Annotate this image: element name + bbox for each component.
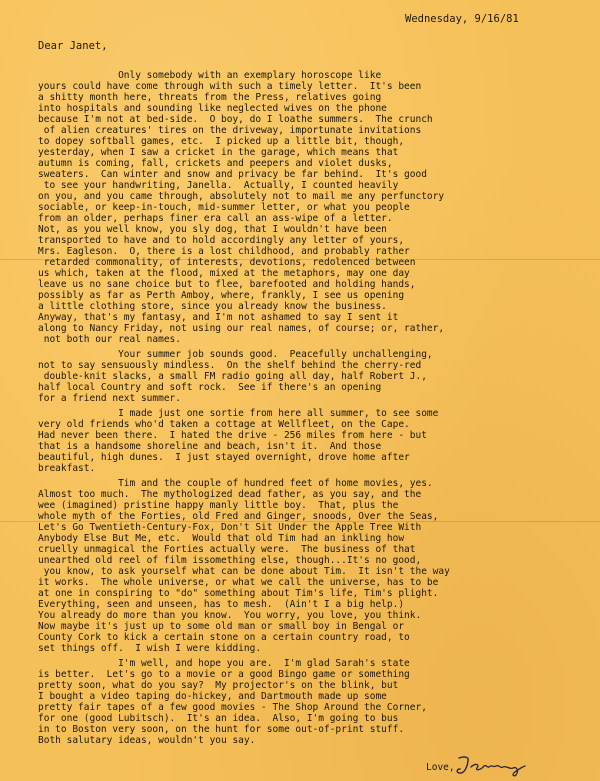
- letter-line: whole myth of the Forties, old Fred and Ginger, snoods, Over the Seas,: [38, 511, 439, 522]
- letter-line: Now maybe it's just up to some old man or small boy in Bengal or: [38, 621, 405, 632]
- letter-line: Your summer job sounds good. Peacefully unchallenging,: [38, 349, 433, 360]
- letter-line: double-knit slacks, a small FM radio going all day, half Robert J.,: [38, 371, 427, 382]
- letter-line: Anybody Else But Me, etc. Would that old Tim had an inkling how: [38, 533, 405, 544]
- letter-line: breakfast.: [38, 463, 96, 474]
- handwritten-signature: [455, 752, 527, 778]
- letter-line: autumn is coming, fall, crickets and peepers and violet dusks,: [38, 158, 393, 169]
- letter-paragraph: [38, 658, 594, 746]
- letter-line: of alien creatures' tires on the driveway, importunate invitations: [38, 125, 422, 136]
- letter-line: Tim and the couple of hundred feet of home movies, yes.: [38, 478, 433, 489]
- letter-line: at one in conspiring to "do" something about Tim's life, Tim's plight.: [38, 588, 439, 599]
- closing: Love,: [426, 762, 455, 773]
- letter-line: sociable, or keep-in-touch, mid-summer letter, or what you people: [38, 202, 410, 213]
- letter-line: leave us no sane choice but to flee, barefooted and holding hands,: [38, 279, 416, 290]
- letter-line: from an older, perhaps finer era call an ass-wipe of a letter.: [38, 213, 393, 224]
- letter-line: on you, and you came through, absolutely not to mail me any perfunctory: [38, 191, 445, 202]
- letter-line: to see your handwriting, Janella. Actually, I counted heavily: [38, 180, 399, 191]
- letter-line: Anyway, that's my fantasy, and I'm not ashamed to say I sent it: [38, 312, 399, 323]
- letter-line: I bought a video taping do-hickey, and Dartmouth made up some: [38, 691, 387, 702]
- letter-line: because I'm not at bed-side. O boy, do I loathe summers. The crunch: [38, 114, 433, 125]
- letter-line: sweaters. Can winter and snow and privacy be far behind. It's good: [38, 169, 427, 180]
- letter-line: along to Nancy Friday, not using our real names, of course; or, rather,: [38, 323, 445, 334]
- letter-line: that is a handsome shoreline and beach, isn't it. And those: [38, 441, 382, 452]
- letter-paragraph: [38, 408, 594, 474]
- letter-line: Mrs. Eagleson. O, there is a lost childhood, and probably rather: [38, 246, 410, 257]
- letter-line: for a friend next summer.: [38, 393, 181, 404]
- letter-line: it works. The whole universe, or what we call the universe, has to be: [38, 577, 439, 588]
- letter-line: yesterday, when I saw a cricket in the garage, which means that: [38, 147, 399, 158]
- letter-line: yours could have come through with such a timely letter. It's been: [38, 81, 422, 92]
- letter-paragraph: [38, 349, 594, 404]
- letter-line: half local Country and soft rock. See if there's an opening: [38, 382, 382, 393]
- letter-line: beautiful, high dunes. I just stayed overnight, drove home after: [38, 452, 410, 463]
- letter-line: Everything, seen and unseen, has to mesh. (Ain't I a big help.): [38, 599, 405, 610]
- letter-line: a shitty month here, threats from the Press, relatives going: [38, 92, 382, 103]
- letter-line: Both salutary ideas, wouldn't you say.: [38, 735, 256, 746]
- letter-line: unearthed old reel of film issomething else, though...It's no good,: [38, 555, 422, 566]
- letter-line: retarded commonality, of interests, devotions, redolenced between: [38, 257, 416, 268]
- letter-paragraph: [38, 478, 594, 654]
- letter-line: not to say sensuously mindless. On the shelf behind the cherry-red: [38, 360, 422, 371]
- letter-line: You already do more than you know. You worry, you love, you think.: [38, 610, 422, 621]
- letter-line: Not, as you well know, you sly dog, that I wouldn't have been: [38, 224, 387, 235]
- letter-line: possibly as far as Perth Amboy, where, frankly, I see us opening: [38, 290, 405, 301]
- letter-line: wee (imagined) pristine happy manly little boy. That, plus the: [38, 500, 399, 511]
- letter-line: for one (good Lubitsch). It's an idea. Also, I'm going to bus: [38, 713, 399, 724]
- letter-line: you know, to ask yourself what can be done about Tim. It isn't the way: [38, 566, 450, 577]
- letter-line: very old friends who'd taken a cottage at Wellfleet, on the Cape.: [38, 419, 410, 430]
- letter-date: Wednesday, 9/16/81: [405, 13, 519, 25]
- letter-paragraph: [38, 70, 594, 345]
- letter-line: Almost too much. The mythologized dead father, as you say, and the: [38, 489, 422, 500]
- letter-line: I made just one sortie from here all summer, to see some: [38, 408, 439, 419]
- letter-line: is better. Let's go to a movie or a good Bingo game or something: [38, 669, 410, 680]
- letter-line: in to Boston very soon, on the hunt for some out-of-print stuff.: [38, 724, 405, 735]
- letter-line: not both our real names.: [38, 334, 181, 345]
- letter-line: cruelly unmagical the Forties actually were. The business of that: [38, 544, 416, 555]
- letter-line: to dopey softball games, etc. I picked up a little bit, though,: [38, 136, 405, 147]
- letter-line: Let's Go Twentieth-Century-Fox, Don't Sit Under the Apple Tree With: [38, 522, 422, 533]
- letter-line: set things off. I wish I were kidding.: [38, 643, 262, 654]
- salutation: Dear Janet,: [38, 40, 108, 52]
- letter-line: a little clothing store, since you already know the business.: [38, 301, 387, 312]
- letter-line: pretty soon, what do you say? My projector's on the blink, but: [38, 680, 399, 691]
- letter-line: County Cork to kick a certain stone on a certain country road, to: [38, 632, 410, 643]
- letter-line: Had never been there. I hated the drive - 256 miles from here - but: [38, 430, 427, 441]
- letter-line: pretty fair tapes of a few good movies - The Shop Around the Corner,: [38, 702, 427, 713]
- letter-line: us which, taken at the flood, mixed at the metaphors, may one day: [38, 268, 410, 279]
- letter-line: Only somebody with an exemplary horoscope like: [38, 70, 382, 81]
- letter-body: [38, 70, 594, 750]
- letter-line: I'm well, and hope you are. I'm glad Sarah's state: [38, 658, 410, 669]
- letter-line: into hospitals and sounding like neglected wives on the phone: [38, 103, 387, 114]
- letter-line: transported to have and to hold accordingly any letter of yours,: [38, 235, 405, 246]
